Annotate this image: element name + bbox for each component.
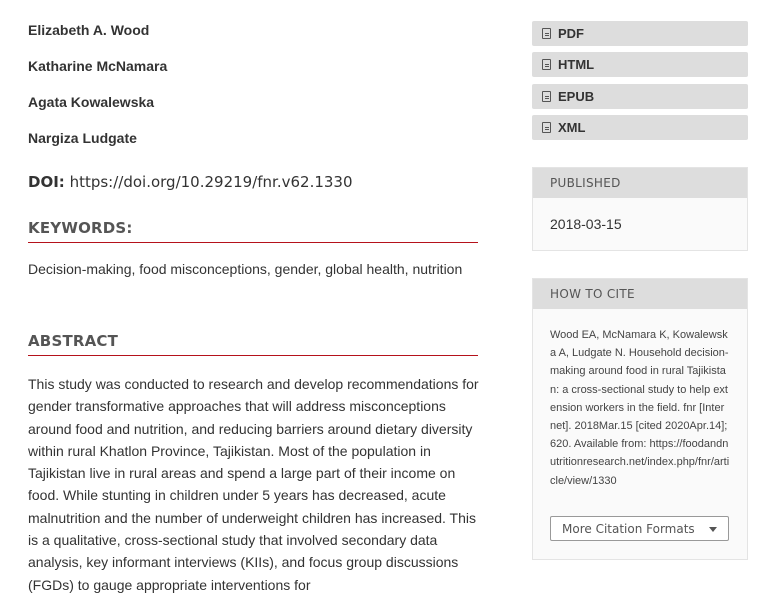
doi-label: DOI:	[28, 173, 65, 191]
published-block	[532, 167, 748, 251]
file-pdf-icon	[542, 28, 551, 39]
keywords-heading: KEYWORDS:	[28, 219, 478, 243]
author-name: Agata Kowalewska	[28, 94, 155, 110]
abstract-text: This study was conducted to research and develop recommendations for gender transformative approaches that will address misconceptions around food and nutrition, and reducing barriers around dietary diversity within rural Khatlon Province, Tajikistan. Most of the population in Tajikistan live in rural areas and spend a large part of their income on food. While stunting in children under 5 years has decreased, acute malnutrition and the number of underweight children has increased. This is a qualitative, cross-sectional study that involved secondary data analysis, key informant interviews (KIIs), and focus group discussions (FGDs) to gauge appropriate interventions for	[28, 376, 479, 593]
citation-text: Wood EA, McNamara K, Kowalewska A, Ludgate N. Household decision-making around food in rural Tajikistan: a cross-sectional study to help extension workers in the field. fnr [Internet]. 2018Mar.15 [cited 2020Apr.14];620. Available from: https://foodandnutritionresearch.net/index.php/fnr/article/view/1330	[550, 329, 730, 487]
author-name: Elizabeth A. Wood	[28, 22, 150, 38]
galley-label: HTML	[558, 57, 595, 72]
doi-line	[28, 173, 353, 191]
file-text-icon	[542, 91, 551, 102]
author-name: Nargiza Ludgate	[28, 130, 137, 146]
galley-label: XML	[558, 120, 586, 135]
xml-download-button[interactable]	[532, 115, 748, 140]
published-title: PUBLISHED	[533, 168, 747, 198]
file-text-icon	[542, 122, 551, 133]
abstract-heading: ABSTRACT	[28, 332, 478, 356]
file-text-icon	[542, 59, 551, 70]
galley-label: PDF	[558, 26, 584, 41]
epub-download-button[interactable]	[532, 84, 748, 109]
author-name: Katharine McNamara	[28, 58, 168, 74]
pdf-download-button[interactable]	[532, 21, 748, 46]
more-citation-formats-dropdown[interactable]	[550, 516, 729, 541]
more-citation-formats-label: More Citation Formats	[562, 521, 695, 536]
caret-down-icon	[709, 527, 717, 532]
html-download-button[interactable]	[532, 52, 748, 77]
galley-label: EPUB	[558, 89, 595, 104]
keywords-text: Decision-making, food misconceptions, gender, global health, nutrition	[28, 261, 463, 277]
how-to-cite-title: HOW TO CITE	[533, 279, 747, 309]
published-date: 2018-03-15	[550, 216, 622, 232]
doi-link[interactable]: https://doi.org/10.29219/fnr.v62.1330	[69, 173, 353, 191]
